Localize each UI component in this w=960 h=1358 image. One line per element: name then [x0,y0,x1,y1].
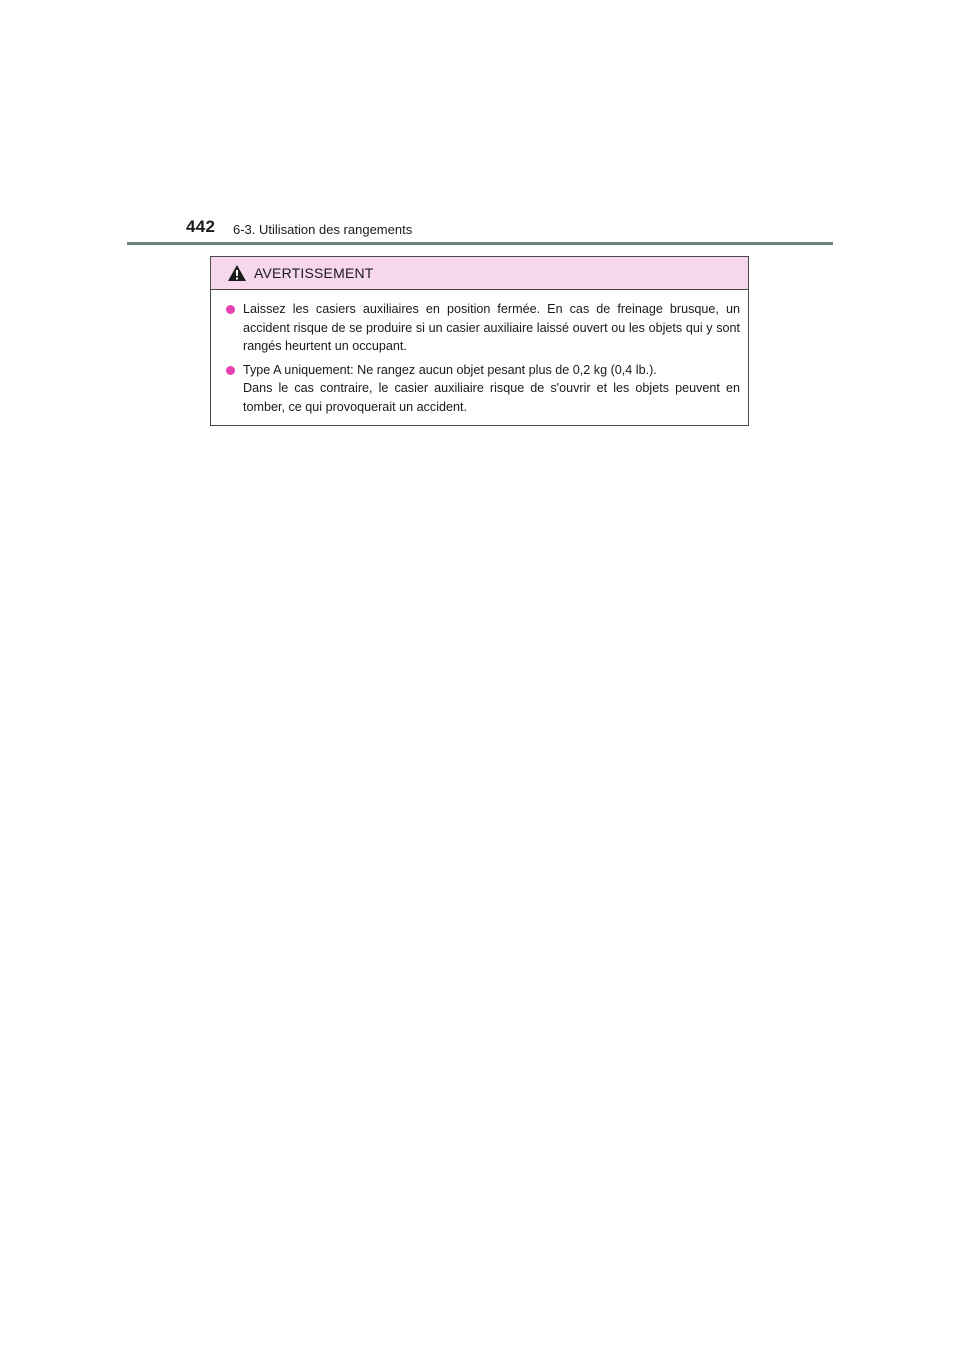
bullet-icon [226,305,235,314]
warning-header [211,257,748,290]
page-number: 442 [186,217,216,236]
warning-item-text: Dans le cas contraire, le casier auxiliaire risque de s'ouvrir et les objets peuvent en tomber, ce qui provoquerait un accident. [243,381,740,414]
bullet-icon [226,366,235,375]
warning-item-text: Laissez les casiers auxiliaires en position fermée. En cas de freinage brusque, un accident risque de se produire si un casier auxiliaire laissé ouvert ou les objets qui y sont rangés heurtent un occupant. [243,302,740,353]
header-rule [127,242,833,245]
warning-item [223,361,740,417]
warning-box [210,256,749,426]
warning-item-text: Type A uniquement: Ne rangez aucun objet pesant plus de 0,2 kg (0,4 lb.). [243,362,657,377]
section-title: 6-3. Utilisation des rangements [233,222,413,237]
warning-item [223,300,740,356]
warning-triangle-icon [227,264,247,282]
warning-title: AVERTISSEMENT [254,265,374,281]
warning-body [211,290,748,416]
